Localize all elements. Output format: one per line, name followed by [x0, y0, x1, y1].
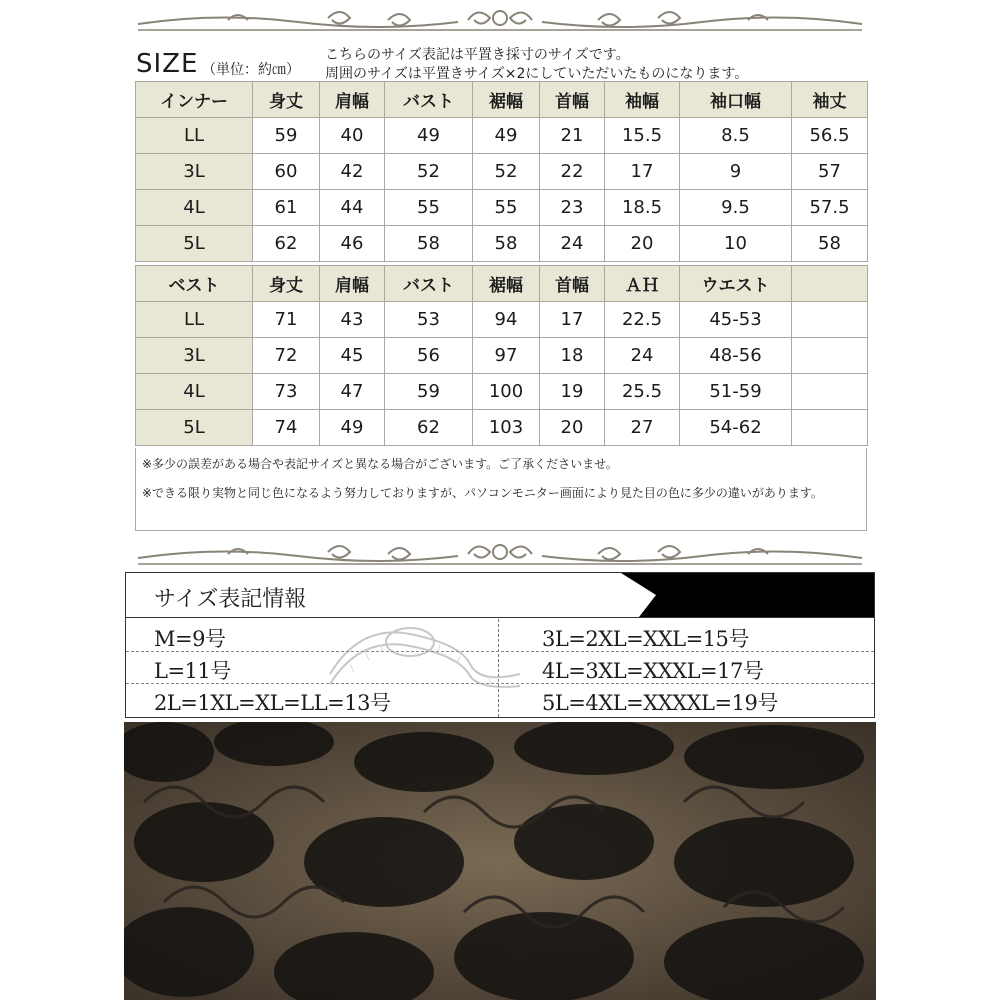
footnote-2: ※できる限り実物と同じ色になるよう努力しておりますが、パソコンモニター画面により見た目の色に多少の違いがあります。 — [142, 486, 823, 500]
table-cell: 9.5 — [680, 190, 792, 226]
table-cell: 55 — [385, 190, 473, 226]
size-cell: LL — [136, 302, 253, 338]
table-cell: 17 — [540, 302, 605, 338]
table-cell: 60 — [253, 154, 320, 190]
footnote-box — [135, 448, 867, 531]
size-equivalence: L=11号 — [154, 659, 231, 683]
table-cell: 55 — [473, 190, 540, 226]
table-cell: 8.5 — [680, 118, 792, 154]
table-cell: 58 — [473, 226, 540, 262]
column-header — [792, 266, 868, 302]
table-row — [136, 154, 868, 190]
table-cell: 53 — [385, 302, 473, 338]
column-header: ＡＨ — [605, 266, 680, 302]
measuring-tape-icon — [320, 614, 530, 690]
footnote-1: ※多少の誤差がある場合や表記サイズと異なる場合がございます。ご了承くださいませ。 — [142, 457, 618, 471]
table-cell: 61 — [253, 190, 320, 226]
table-cell: 49 — [320, 410, 385, 446]
table-cell: 52 — [385, 154, 473, 190]
column-header: 袖幅 — [605, 82, 680, 118]
table-cell: 56.5 — [792, 118, 868, 154]
table-cell: 23 — [540, 190, 605, 226]
table-cell: 58 — [385, 226, 473, 262]
vest-header-row — [136, 266, 868, 302]
table-cell — [792, 410, 868, 446]
table-cell: 24 — [605, 338, 680, 374]
table-row — [136, 118, 868, 154]
table-cell: 103 — [473, 410, 540, 446]
size-label: SIZE — [136, 49, 199, 79]
table-cell: 97 — [473, 338, 540, 374]
table-cell: 20 — [605, 226, 680, 262]
table-cell: 45-53 — [680, 302, 792, 338]
table-cell: 47 — [320, 374, 385, 410]
table-cell: 57.5 — [792, 190, 868, 226]
table-cell: 57 — [792, 154, 868, 190]
size-cell: 5L — [136, 410, 253, 446]
table-row — [136, 190, 868, 226]
table-row — [136, 226, 868, 262]
column-header: 肩幅 — [320, 82, 385, 118]
table-cell: 22.5 — [605, 302, 680, 338]
column-header: 袖口幅 — [680, 82, 792, 118]
size-equivalence: 5L=4XL=XXXXL=19号 — [542, 691, 778, 715]
column-header: 身丈 — [253, 82, 320, 118]
table-cell: 46 — [320, 226, 385, 262]
column-header: インナー — [136, 82, 253, 118]
size-cell: 5L — [136, 226, 253, 262]
inner-size-table — [135, 81, 868, 262]
table-row — [136, 302, 868, 338]
size-cell: 3L — [136, 154, 253, 190]
table-cell: 27 — [605, 410, 680, 446]
table-cell: 62 — [385, 410, 473, 446]
table-cell: 17 — [605, 154, 680, 190]
size-equivalence: M=9号 — [154, 627, 226, 651]
table-cell: 49 — [473, 118, 540, 154]
table-cell: 15.5 — [605, 118, 680, 154]
table-cell: 56 — [385, 338, 473, 374]
table-cell — [792, 374, 868, 410]
lace-fabric-photo — [124, 722, 876, 1000]
column-header: 身丈 — [253, 266, 320, 302]
table-cell: 43 — [320, 302, 385, 338]
size-cell: 3L — [136, 338, 253, 374]
table-cell: 51-59 — [680, 374, 792, 410]
table-cell: 100 — [473, 374, 540, 410]
size-cell: 4L — [136, 374, 253, 410]
table-cell: 52 — [473, 154, 540, 190]
table-cell: 18 — [540, 338, 605, 374]
table-cell: 59 — [253, 118, 320, 154]
table-cell: 54-62 — [680, 410, 792, 446]
column-header: 袖丈 — [792, 82, 868, 118]
table-cell: 48-56 — [680, 338, 792, 374]
size-equivalence: 2L=1XL=XL=LL=13号 — [154, 691, 391, 715]
column-header: バスト — [385, 82, 473, 118]
notice-line-1: こちらのサイズ表記は平置き採寸のサイズです。 — [325, 47, 630, 63]
vest-size-table — [135, 265, 868, 446]
size-cell: 4L — [136, 190, 253, 226]
table-cell: 21 — [540, 118, 605, 154]
table-cell: 74 — [253, 410, 320, 446]
column-header: ベスト — [136, 266, 253, 302]
column-header: 裾幅 — [473, 82, 540, 118]
size-equivalence: 3L=2XL=XXL=15号 — [542, 627, 749, 651]
table-cell: 73 — [253, 374, 320, 410]
table-cell: 58 — [792, 226, 868, 262]
table-cell: 25.5 — [605, 374, 680, 410]
notice-line-2: 周囲のサイズは平置きサイズ×2にしていただいたものになります。 — [325, 66, 749, 82]
table-cell: 10 — [680, 226, 792, 262]
table-cell: 19 — [540, 374, 605, 410]
table-cell: 42 — [320, 154, 385, 190]
table-cell: 59 — [385, 374, 473, 410]
size-info-title: サイズ表記情報 — [154, 587, 307, 612]
inner-header-row — [136, 82, 868, 118]
table-cell: 20 — [540, 410, 605, 446]
table-cell: 94 — [473, 302, 540, 338]
table-row — [136, 410, 868, 446]
table-cell — [792, 302, 868, 338]
table-row — [136, 338, 868, 374]
column-header: 首幅 — [540, 82, 605, 118]
middle-scroll-ornament-icon — [128, 536, 872, 572]
table-cell: 49 — [385, 118, 473, 154]
size-equivalence: 4L=3XL=XXXL=17号 — [542, 659, 764, 683]
table-cell: 18.5 — [605, 190, 680, 226]
table-cell: 72 — [253, 338, 320, 374]
table-cell: 45 — [320, 338, 385, 374]
column-header: バスト — [385, 266, 473, 302]
top-scroll-ornament-icon — [128, 2, 872, 38]
table-cell: 62 — [253, 226, 320, 262]
table-cell: 9 — [680, 154, 792, 190]
column-header: ウエスト — [680, 266, 792, 302]
table-row — [136, 374, 868, 410]
table-cell — [792, 338, 868, 374]
column-header: 首幅 — [540, 266, 605, 302]
size-header — [136, 44, 876, 84]
table-cell: 40 — [320, 118, 385, 154]
column-header: 肩幅 — [320, 266, 385, 302]
table-cell: 44 — [320, 190, 385, 226]
column-header: 裾幅 — [473, 266, 540, 302]
unit-label: （単位：約㎝） — [202, 62, 300, 78]
table-cell: 24 — [540, 226, 605, 262]
table-cell: 71 — [253, 302, 320, 338]
size-cell: LL — [136, 118, 253, 154]
table-cell: 22 — [540, 154, 605, 190]
